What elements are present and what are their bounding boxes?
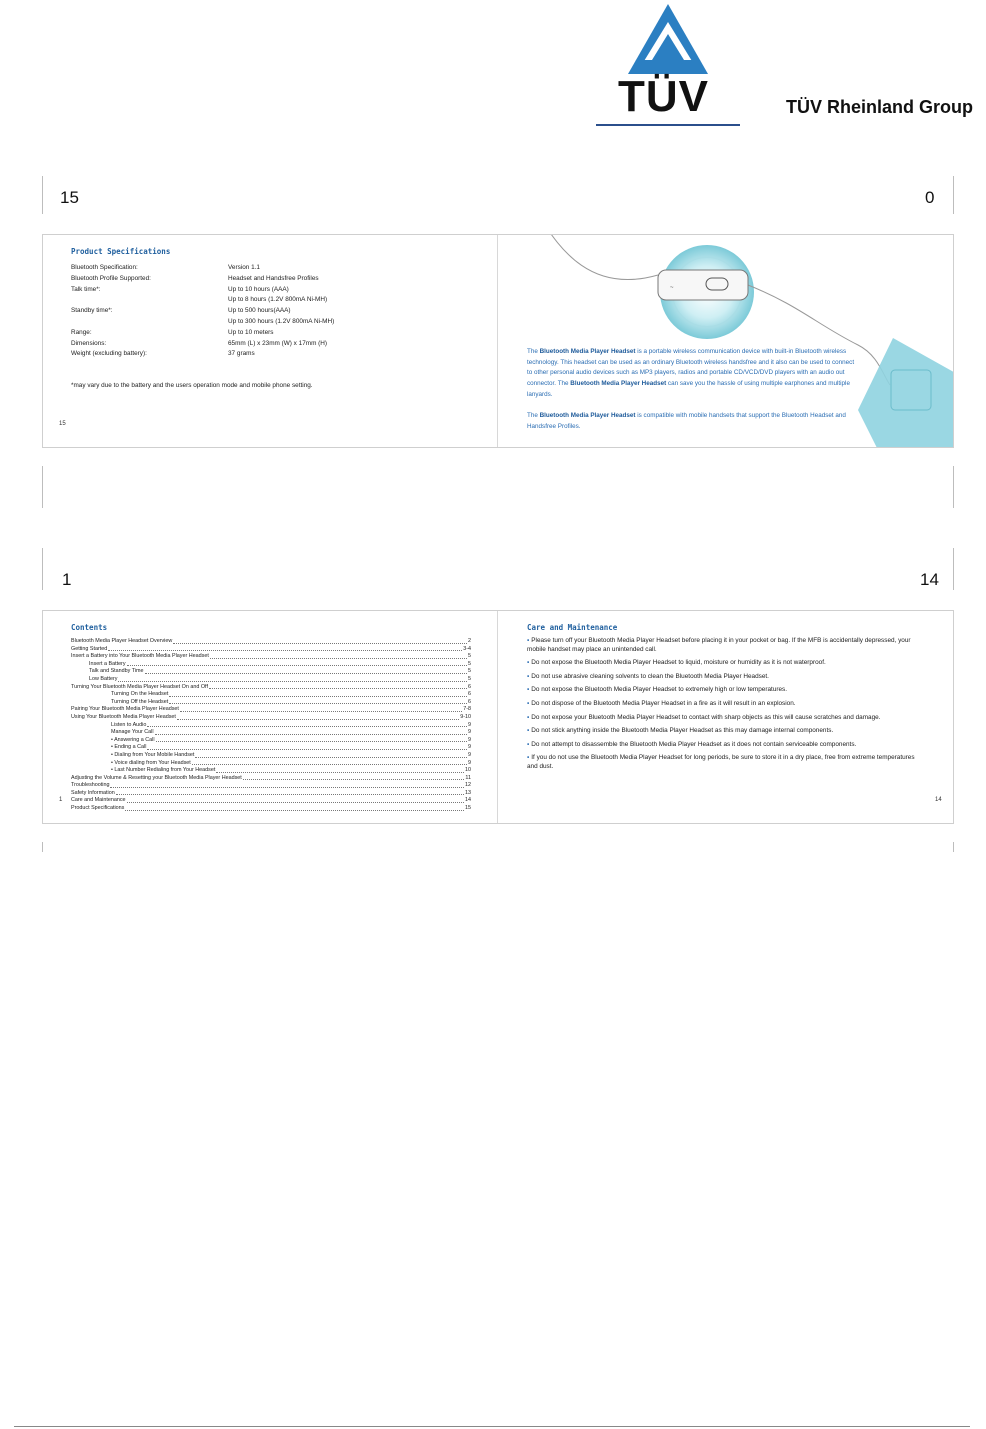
spec-label: Dimensions: [71,339,107,347]
dot-leader [169,691,467,697]
spec-label: Talk time*: [71,285,101,293]
spread-specs-intro [42,234,954,448]
crop-guide [42,842,43,852]
care-item-text: Do not attempt to disassemble the Bluetooth Media Player Headset as it does not contain serviceable components. [531,740,857,748]
contents-entry-page: 15 [465,805,471,812]
page-fold [497,611,498,823]
spec-label: Range: [71,328,92,336]
dot-leader [125,805,464,811]
care-item-text: Do not dispose of the Bluetooth Media Player Headset in a fire as it will result in an explosion. [531,699,796,707]
contents-entry-page: 2 [468,638,471,644]
spec-value: Up to 300 hours (1.2V 800mA Ni-MH) [228,317,335,325]
contents-entry[interactable] [71,638,471,646]
bullet-icon: ▪ [527,754,530,762]
contents-entry-text: Product Specifications [71,805,125,812]
care-item [527,659,917,668]
care-item-text: Do not expose the Bluetooth Media Player Headset to extremely high or low temperatures. [531,686,788,694]
contents-entry-text: Insert a Battery [89,660,126,667]
dot-leader [127,661,467,667]
dot-leader [147,744,467,750]
group-name: TÜV Rheinland Group [786,97,973,117]
dot-leader [127,797,464,803]
spread-contents-care [42,610,954,824]
spec-label: Standby time*: [71,307,113,315]
bullet-icon: ▪ [527,637,530,644]
page-number: 1 [59,797,63,803]
contents-entry-text: • Last Number Redialing from Your Headset [111,767,216,774]
spec-value: Headset and Handsfree Profiles [228,274,319,282]
crop-guide [953,548,954,590]
specs-note: *may vary due to the battery and the users operation mode and mobile phone setting. [71,382,313,389]
spec-value: 65mm (L) x 23mm (W) x 17mm (H) [228,339,328,347]
dot-leader [209,684,467,690]
crop-guide [953,842,954,852]
page-number: 15 [59,421,66,427]
care-item [527,714,917,723]
contents-entry-text: • Answering a Call [111,736,155,743]
specs-title: Product Specifications [71,247,171,256]
contents-entry[interactable] [71,684,471,692]
contents-entry-page: 6 [468,691,471,698]
contents-entry-page: 3-4 [463,645,471,652]
spec-row [71,339,401,350]
contents-entry-page: 5 [468,675,471,682]
footer-rule [14,1426,970,1427]
contents-entry-page: 9 [468,759,471,766]
dot-leader [145,668,467,674]
bullet-icon: ▪ [527,727,530,735]
contents-entry-text: Pairing Your Bluetooth Media Player Headset [71,706,179,713]
care-item [527,700,917,709]
contents-entry-text: • Voice dialing from Your Headset [111,759,191,766]
contents-entry[interactable] [71,714,471,722]
contents-entry[interactable] [71,760,471,768]
contents-entry-text: Safety Information [71,789,115,796]
care-title: Care and Maintenance [527,623,618,632]
contents-entry-page: 9 [468,729,471,736]
bullet-icon: ▪ [527,659,530,667]
contents-entry-page: 9-10 [460,713,471,720]
dot-leader [195,752,467,758]
dot-leader [155,729,467,735]
contents-entry-text: Turning Off the Headset [111,698,169,705]
spec-label: Bluetooth Specification: [71,264,138,271]
care-item [527,637,917,654]
contents-entry[interactable] [71,699,471,707]
spec-value: Up to 8 hours (1.2V 800mA Ni-MH) [228,296,328,304]
contents-entry[interactable] [71,737,471,745]
contents-entry-text: Care and Maintenance [71,797,126,804]
contents-entry[interactable] [71,790,471,798]
care-item-text: Do not use abrasive cleaning solvents to clean the Bluetooth Media Player Headset. [531,672,769,680]
contents-entry-text: Turning On the Headset [111,691,169,698]
sheet-right-number: 0 [925,188,935,207]
dot-leader [108,646,462,652]
contents-entry-text: Bluetooth Media Player Headset Overview [71,638,173,644]
dot-leader [116,790,464,796]
spec-row [71,306,401,317]
care-item [527,673,917,682]
contents-entry-page: 13 [465,789,471,796]
bullet-icon: ▪ [527,686,530,694]
spec-row [71,285,401,296]
contents-entry-text: Talk and Standby Time [89,668,144,675]
contents-entry[interactable] [71,744,471,752]
contents-entry[interactable] [71,752,471,760]
spec-value: 37 grams [228,350,255,358]
contents-entry-text: Insert a Battery into Your Bluetooth Media Player Headset [71,653,209,660]
spec-row [71,274,401,285]
dot-leader [216,767,464,773]
contents-entry-page: 9 [468,736,471,743]
care-item-text: Do not expose the Bluetooth Media Player Headset to liquid, moisture or humidity as it is not waterproof. [531,659,826,667]
contents-entry[interactable] [71,797,471,805]
care-item [527,686,917,695]
contents-entry-text: Using Your Bluetooth Media Player Headset [71,713,176,720]
contents-entry-page: 9 [468,721,471,728]
contents-entry-page: 11 [465,774,471,781]
contents-entry-text: Manage Your Call [111,729,154,736]
contents-entry[interactable] [71,782,471,790]
contents-entry[interactable] [71,653,471,661]
contents-entry[interactable] [71,676,471,684]
spec-row [71,328,401,339]
sheet-left-number: 1 [62,570,72,589]
care-item [527,754,917,771]
contents-entry-text: Troubleshooting [71,782,110,789]
dot-leader [156,737,467,743]
contents-entry-text: Adjusting the Volume & Resetting your Bluetooth Media Player Headset [71,774,242,781]
care-item-text: Do not expose your Bluetooth Media Player Headset to contact with sharp objects as this will cause scratches and damage. [531,713,881,721]
contents-entry-text: Turning Your Bluetooth Media Player Headset On and Off [71,683,208,690]
contents-entry-text: Getting Started [71,645,108,652]
bullet-icon: ▪ [527,699,530,707]
contents-entry-page: 5 [468,660,471,667]
contents-entry-text: • Ending a Call [111,744,147,751]
sheet-left-number: 15 [60,188,79,207]
sheet-right-number: 14 [920,570,939,589]
dot-leader [118,676,467,682]
bullet-icon: ▪ [527,672,530,680]
contents-entry[interactable] [71,691,471,699]
care-item-text: If you do not use the Bluetooth Media Player Headset for long periods, be sure to store it in a dry place, free from extreme temperatures and dust. [527,754,915,770]
contents-entry-page: 9 [468,751,471,758]
contents-entry-page: 6 [468,698,471,705]
spec-value: Version 1.1 [228,264,260,271]
contents-entry[interactable] [71,646,471,654]
spec-row [71,263,401,274]
intro-paragraph-2: The Bluetooth Media Player Headset is compatible with mobile handsets that support the Bluetooth Headset and Handsfree Profiles. [527,412,846,430]
bullet-icon: ▪ [527,713,530,721]
contents-entry[interactable] [71,706,471,714]
crop-guide [953,176,954,214]
contents-entry[interactable] [71,668,471,676]
contents-entry-page: 5 [468,653,471,660]
contents-entry-text: Listen to Audio [111,721,147,728]
bullet-icon: ▪ [527,740,530,748]
contents-entry[interactable] [71,805,471,813]
contents-entry[interactable] [71,722,471,730]
spec-value: Up to 10 meters [228,328,274,336]
logo-underline [596,124,740,126]
contents-entry-page: 6 [468,683,471,690]
contents-entry-text: Low Battery [89,675,118,682]
dot-leader [210,653,467,659]
crop-guide [953,466,954,508]
specs-table [71,263,401,360]
spec-label [71,295,228,306]
spec-label: Weight (excluding battery): [71,350,147,358]
contents-entry-text: • Dialing from Your Mobile Handset [111,751,195,758]
contents-entry-page: 10 [465,767,471,774]
intro-paragraph-1: The Bluetooth Media Player Headset is a portable wireless communication device with built-in Bluetooth wireless technology. This headset can be used as an ordinary Bluetooth wireless handsfree and it also can be used to connect to other personal audio devices such as MP3 players, radios and portable CD/VCD/DVD players with an audio out connector. The Bluetooth Media Player Headset can save you the hassle of using multiple earphones and multiple lanyards. [527,348,855,398]
dot-leader [147,722,467,728]
spec-label [71,317,228,328]
care-item [527,727,917,736]
contents-entry[interactable] [71,767,471,775]
contents-entry-page: 14 [465,797,471,804]
crop-guide [42,548,43,590]
contents-title: Contents [71,623,108,632]
contents-entry-page: 5 [468,668,471,675]
care-item-text: Do not stick anything inside the Bluetooth Media Player Headset as this may damage internal components. [531,727,834,735]
care-item [527,741,917,750]
tuv-triangle-logo [596,0,746,80]
tuv-logo [596,0,746,130]
spec-row [71,317,401,328]
page-number: 14 [935,797,942,803]
logo-word: TÜV [618,72,709,121]
dot-leader [110,782,464,788]
spec-value: Up to 10 hours (AAA) [228,285,289,293]
contents-list [71,638,471,813]
dot-leader [243,775,465,781]
contents-entry[interactable] [71,775,471,783]
care-item-text: Please turn off your Bluetooth Media Player Headset before placing it in your pocket or bag. If the MFB is accidentally depressed, your mobile handset may place an unintended call. [527,637,911,653]
contents-entry-page: 9 [468,744,471,751]
dot-leader [169,699,467,705]
contents-entry[interactable] [71,729,471,737]
care-list [527,637,917,777]
contents-entry-page: 12 [465,782,471,789]
crop-guide [42,176,43,214]
contents-entry[interactable] [71,661,471,669]
spec-value: Up to 500 hours(AAA) [228,307,291,315]
dot-leader [192,760,467,766]
crop-guide [42,466,43,508]
dot-leader [177,714,459,720]
spec-row [71,295,401,306]
svg-text:~: ~ [670,285,674,291]
spec-label: Bluetooth Profile Supported: [71,274,151,282]
contents-entry-page: 7-8 [463,706,471,713]
dot-leader [173,638,467,644]
dot-leader [180,706,462,712]
spec-row [71,349,401,360]
